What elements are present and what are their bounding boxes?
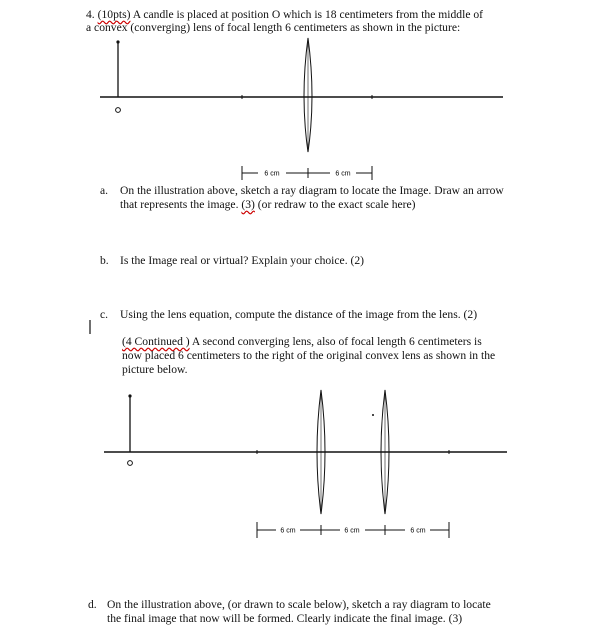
origin-label-2: [127, 457, 133, 466]
part-a-line-1: On the illustration above, sketch a ray diagram to locate the Image. Draw an arrow: [120, 184, 504, 197]
scale-label-2a: 6 cm: [280, 527, 296, 535]
part-c-line-1: Using the lens equation, compute the distance of the image from the lens. (2): [120, 308, 478, 321]
part-a-points: (3): [241, 198, 255, 211]
question-points: (10pts): [97, 8, 131, 21]
continued-tag: (4 Continued ): [122, 335, 190, 348]
scale-label-2c: 6 cm: [410, 527, 426, 535]
continued-line-2: now placed 6 centimeters to the right of the original convex lens as shown in the: [122, 349, 496, 362]
part-b-letter: b.: [100, 254, 109, 267]
continued-line-3: picture below.: [122, 363, 188, 376]
part-d-line-1: On the illustration above, (or drawn to scale below), sketch a ray diagram to locate: [107, 598, 491, 611]
part-b-line-1: Is the Image real or virtual? Explain your choice. (2): [120, 254, 365, 267]
text-segment: (or redraw to the exact scale here): [254, 198, 416, 211]
stray-dot: [372, 414, 374, 416]
scale-label-1a: 6 cm: [264, 170, 280, 178]
part-d-line-2: the final image that now will be formed. Clearly indicate the final image. (3): [107, 612, 463, 625]
text-segment: that represents the image.: [120, 198, 242, 211]
scale-label-1b: 6 cm: [335, 170, 351, 178]
text-segment: A second converging lens, also of focal length 6 centimeters is: [189, 335, 482, 348]
part-a-letter: a.: [100, 184, 109, 197]
scale-label-2b: 6 cm: [344, 527, 360, 535]
part-d-letter: d.: [88, 598, 97, 611]
question-4-line-2: a convex (converging) lens of focal length 6 centimeters as shown in the picture:: [86, 21, 461, 34]
part-c-letter: c.: [100, 308, 109, 321]
question-number: 4.: [86, 8, 95, 21]
question-text: A candle is placed at position O which is 18 centimeters from the middle of: [130, 8, 484, 21]
candle-tip-2: [128, 394, 131, 397]
